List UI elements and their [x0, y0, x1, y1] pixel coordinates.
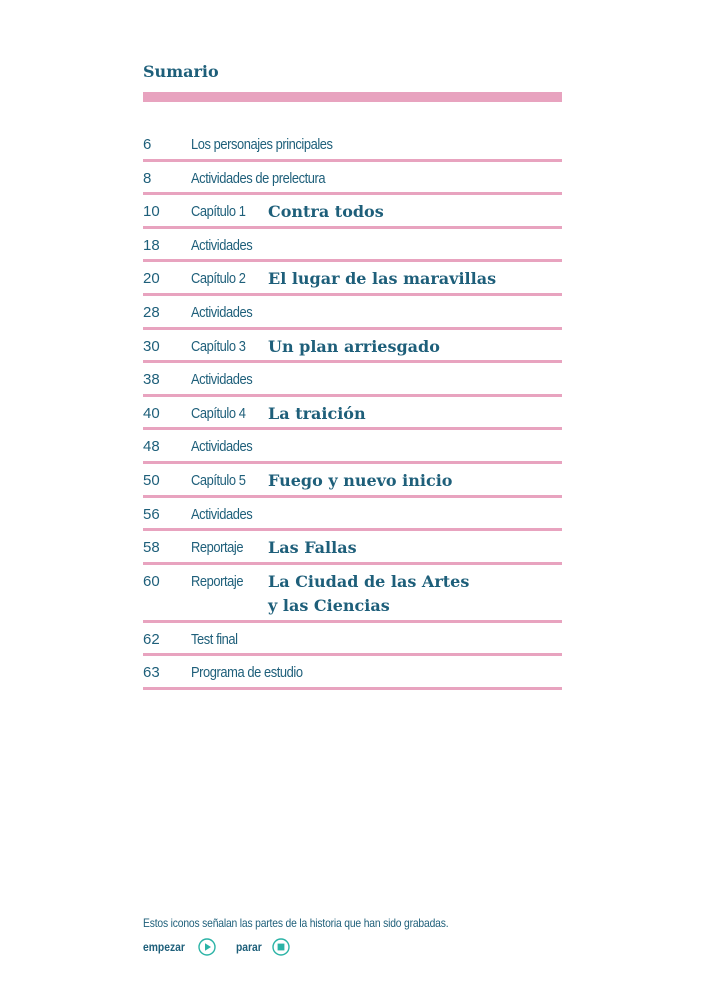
toc-page-number: 63: [143, 664, 160, 682]
toc-row[interactable]: [143, 330, 562, 364]
stop-icon: [272, 938, 290, 956]
toc-label: Actividades de prelectura: [191, 169, 326, 187]
toc-label: Actividades: [191, 303, 253, 321]
toc-chapter-title: La traición: [268, 403, 366, 423]
toc-label: Capítulo 2: [191, 270, 246, 288]
toc-label: Reportaje: [191, 539, 244, 557]
toc-page-number: 28: [143, 303, 160, 321]
toc-row[interactable]: [143, 162, 562, 196]
toc-label: Actividades: [191, 371, 253, 389]
toc-row[interactable]: [143, 128, 562, 162]
toc-row[interactable]: [143, 397, 562, 431]
toc-page-number: 30: [143, 337, 160, 355]
toc-page-number: 48: [143, 438, 160, 456]
toc-row[interactable]: [143, 623, 562, 657]
toc-page-number: 50: [143, 471, 160, 489]
toc-label: Actividades: [191, 236, 253, 254]
toc-label: Los personajes principales: [191, 136, 333, 153]
toc-page-number: 60: [143, 572, 160, 590]
toc-row[interactable]: [143, 363, 562, 397]
toc-chapter-title: Un plan arriesgado: [268, 336, 440, 356]
toc-row[interactable]: [143, 430, 562, 464]
toc-page-number: 10: [143, 203, 160, 221]
toc-label: Actividades: [191, 438, 253, 456]
toc-row[interactable]: [143, 531, 562, 565]
stop-label: parar: [235, 940, 262, 954]
page-title: Sumario: [143, 62, 219, 81]
audio-icons-note: Estos iconos señalan las partes de la historia que han sido grabadas.: [143, 916, 449, 930]
toc-page-number: 56: [143, 505, 160, 523]
toc-row[interactable]: [143, 195, 562, 229]
toc-chapter-title: Fuego y nuevo inicio: [268, 470, 453, 490]
toc-page-number: 40: [143, 404, 160, 422]
toc-label: Capítulo 4: [191, 404, 246, 422]
toc-label: Capítulo 3: [191, 337, 246, 355]
toc-row[interactable]: [143, 656, 562, 690]
toc-label: Capítulo 1: [191, 203, 246, 221]
toc-row[interactable]: [143, 296, 562, 330]
toc-row[interactable]: [143, 498, 562, 532]
toc-page-number: 18: [143, 236, 160, 254]
toc-chapter-title-line2: y las Ciencias: [268, 595, 390, 615]
title-rule: [143, 92, 562, 102]
toc-label: Programa de estudio: [191, 664, 303, 682]
toc-page-number: 62: [143, 630, 160, 648]
toc-label: Test final: [191, 630, 238, 648]
toc-chapter-title: El lugar de las maravillas: [268, 269, 497, 289]
toc-page-number: 8: [143, 169, 152, 187]
toc-label: Actividades: [191, 505, 253, 523]
toc-chapter-title: Las Fallas: [268, 538, 357, 558]
toc-chapter-title-line1: La Ciudad de las Artes: [268, 571, 470, 591]
toc-label: Reportaje: [191, 572, 244, 590]
toc-page-number: 6: [143, 136, 152, 153]
play-icon: [198, 938, 216, 956]
table-of-contents: [143, 128, 562, 690]
toc-page-number: 58: [143, 539, 160, 557]
toc-page-number: 38: [143, 371, 160, 389]
toc-row[interactable]: [143, 464, 562, 498]
toc-chapter-title: [268, 570, 469, 618]
toc-row[interactable]: [143, 262, 562, 296]
toc-row[interactable]: [143, 565, 562, 623]
toc-chapter-title: Contra todos: [268, 202, 384, 222]
toc-page-number: 20: [143, 270, 160, 288]
toc-row[interactable]: [143, 229, 562, 263]
toc-label: Capítulo 5: [191, 471, 246, 489]
audio-legend: [143, 938, 290, 956]
start-label: empezar: [143, 940, 185, 954]
